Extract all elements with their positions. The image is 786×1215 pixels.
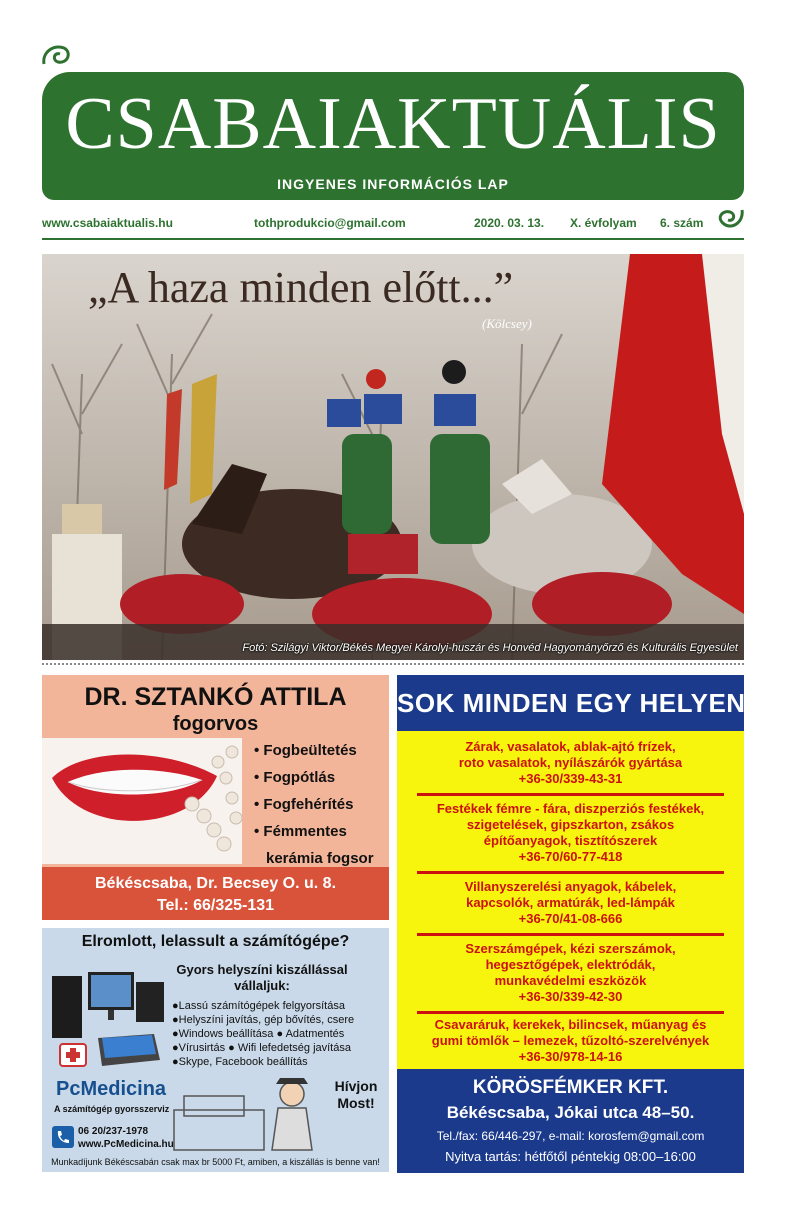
dentist-services-list [254,737,394,872]
pc-repair-ad [42,928,389,1172]
computers-illustration [48,968,166,1072]
pc-service-item: ● Windows beállítása ● Adatmentés [172,1028,344,1040]
title-part-1: CSABAI [65,83,343,165]
smile-photo [42,738,242,864]
product-section [397,879,744,927]
service-item: • Fogfehérítés [254,796,354,813]
pc-brand-logo: PcMedicina [56,1078,167,1100]
pc-phone[interactable]: 06 20/237-1978 [78,1126,149,1137]
dentist-phone: Tel.: 66/325-131 [156,897,275,914]
swirl-ornament-icon [716,206,744,230]
section-phone: +36-30/978-14-16 [518,1049,623,1064]
store-opening-hours: Nyitva tartás: hétfőtől péntekig 08:00–16:00 [445,1149,696,1164]
hero-quote: „A haza minden előtt...” [88,263,514,312]
pc-website[interactable]: www.PcMedicina.hu [78,1139,174,1150]
section-phone: +36-70/41-08-666 [518,911,623,926]
service-item: kerámia fogsor [266,850,374,867]
service-item: • Fémmentes [254,823,347,840]
dentist-role: fogorvos [172,713,259,735]
masthead-banner [42,72,744,200]
section-line: kapcsolók, armatúrák, led-lámpák [466,895,675,910]
hardware-store-ad [397,675,744,1173]
pc-service-item: ● Skype, Facebook beállítás [172,1056,308,1068]
section-line: roto vasalatok, nyílászárók gyártása [458,755,683,770]
pc-subheadline: vállaljuk: [234,978,290,993]
pc-service-item: ● Helyszíni javítás, gép bővítés, csere [172,1014,354,1026]
pc-brand-tagline: A számítógép gyorsszerviz [54,1104,170,1114]
store-contact-box [397,1069,744,1173]
section-line: hegesztőgépek, elektródák, [485,957,656,972]
product-section [397,739,744,787]
store-product-list [397,731,744,1069]
section-line: Villanyszerelési anyagok, kábelek, [464,879,677,894]
title-part-2: AKTUÁLIS [342,83,721,165]
call-line-2: Most! [337,1095,375,1111]
dentist-address: Békéscsaba, Dr. Becsey O. u. 8. [94,875,337,892]
section-line: Szerszámgépek, kézi szerszámok, [465,941,676,956]
service-item: • Fogpótlás [254,769,336,786]
newspaper-title [42,82,744,167]
hero-photo [42,254,744,660]
dentist-name: DR. SZTANKÓ ATTILA [84,683,347,711]
phone-icon [52,1126,74,1148]
dentist-ad [42,675,389,920]
section-divider [417,933,724,936]
email-link[interactable]: tothprodukcio@gmail.com [254,216,406,230]
dotted-separator [42,663,744,665]
product-section [397,941,744,1005]
newspaper-subtitle: INGYENES INFORMÁCIÓS LAP [277,176,509,192]
section-divider [417,1011,724,1014]
section-line: szigetelések, gipszkarton, zsákos [466,817,675,832]
section-divider [417,793,724,796]
volume-label: X. évfolyam [570,216,637,230]
service-item: • Fogbeültetés [254,742,357,759]
store-headline: SOK MINDEN EGY HELYEN [397,675,744,731]
pc-footnote: Munkadíjunk Békéscsabán csak max br 5000 Ft, amiben, a kiszállás is benne van! [51,1157,380,1167]
technician-illustration [170,1076,322,1154]
website-link[interactable]: www.csabaiaktualis.hu [42,216,173,230]
section-line: Csavaráruk, kerekek, bilincsek, műanyag és [434,1017,707,1032]
section-line: gumi tömlők – lemezek, tűzoltó-szerelvények [431,1033,710,1048]
product-section [397,1017,744,1065]
section-line: Zárak, vasalatok, ablak-ajtó frízek, [465,739,676,754]
call-line-1: Hívjon [334,1078,378,1094]
masthead-rule [42,238,744,240]
dentist-contact-box [42,867,389,920]
hussar-parade-photo [42,254,744,660]
product-section [397,801,744,865]
pc-service-item: ● Lassú számítógépek felgyorsítása [172,1000,345,1012]
store-address: Békéscsaba, Jókai utca 48–50. [446,1103,695,1122]
issue-number: 6. szám [660,216,704,230]
section-line: munkavédelmi eszközök [494,973,647,988]
pc-service-item: ● Vírusirtás ● Wifi lefedetség javítása [172,1042,351,1054]
pc-call-to-action [327,1078,385,1112]
store-company-name: KÖRÖSFÉMKER KFT. [472,1077,669,1098]
section-divider [417,871,724,874]
section-line: építőanyagok, tisztítószerek [483,833,658,848]
pc-subheadline: Gyors helyszíni kiszállással [176,962,348,977]
quote-author: (Kölcsey) [482,316,532,331]
section-phone: +36-70/60-77-418 [518,849,623,864]
section-line: Festékek fémre - fára, diszperziós festékek, [436,801,705,816]
swirl-ornament-icon [40,42,72,68]
pc-headline: Elromlott, lelassult a számítógépe? [81,933,350,950]
issue-date: 2020. 03. 13. [474,216,545,230]
photo-credit: Fotó: Szilágyi Viktor/Békés Megyei Károlyi-huszár és Honvéd Hagyományőrző és Kulturális Egyesület [242,642,738,654]
store-contact: Tel./fax: 66/446-297, e-mail: korosfem@gmail.com [436,1129,705,1143]
masthead-info-bar [42,216,710,234]
section-phone: +36-30/339-42-30 [518,989,623,1004]
section-phone: +36-30/339-43-31 [518,771,623,786]
